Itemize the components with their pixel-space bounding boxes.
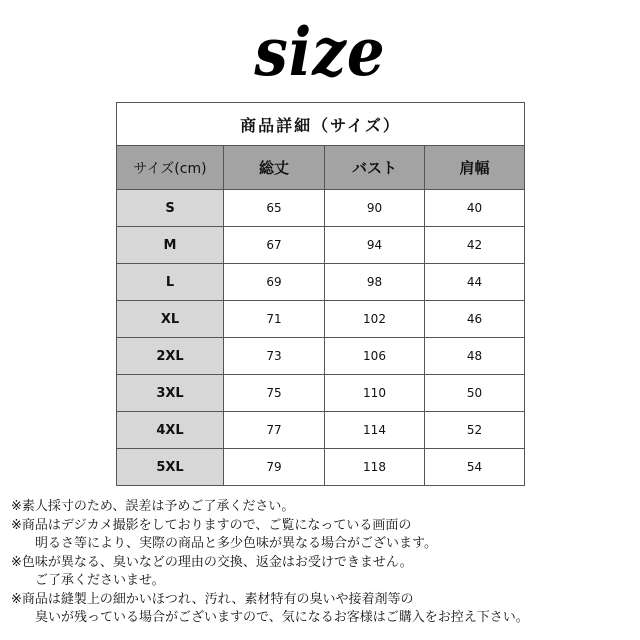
page-title: size: [254, 13, 386, 91]
length-cell: 67: [224, 227, 325, 264]
note-line: ご了承くださいませ。: [35, 573, 165, 588]
length-cell: 73: [224, 338, 325, 375]
shoulder-cell: 44: [425, 264, 525, 301]
bust-cell: 106: [325, 338, 425, 375]
shoulder-cell: 48: [425, 338, 525, 375]
bust-cell: 102: [325, 301, 425, 338]
note-line: 明るさ等により、実際の商品と多少色味が異なる場合がございます。: [35, 536, 437, 551]
table-row: [117, 264, 525, 301]
length-cell: 79: [224, 449, 325, 486]
size-cell: 4XL: [117, 412, 224, 449]
length-cell: 71: [224, 301, 325, 338]
note-line: ※素人採寸のため、誤差は予めご了承ください。: [11, 499, 295, 514]
note-line: ※色味が異なる、臭いなどの理由の交換、返金はお受けできません。: [11, 554, 413, 570]
shoulder-cell: 46: [425, 301, 525, 338]
bust-cell: 98: [325, 264, 425, 301]
shoulder-cell: 54: [425, 449, 525, 486]
header-length: 総丈: [224, 146, 325, 190]
table-caption-row: [117, 103, 525, 146]
bust-cell: 94: [325, 227, 425, 264]
length-cell: 77: [224, 412, 325, 449]
shoulder-cell: 52: [425, 412, 525, 449]
table-row: [117, 301, 525, 338]
bust-cell: 118: [325, 449, 425, 486]
table-row: [117, 449, 525, 486]
size-cell: L: [117, 264, 224, 301]
table-caption: 商品詳細（サイズ）: [117, 103, 525, 146]
size-cell: XL: [117, 301, 224, 338]
shoulder-cell: 42: [425, 227, 525, 264]
shoulder-cell: 50: [425, 375, 525, 412]
header-bust: バスト: [325, 146, 425, 190]
length-cell: 65: [224, 190, 325, 227]
size-cell: S: [117, 190, 224, 227]
notes-section: [11, 498, 631, 628]
length-cell: 75: [224, 375, 325, 412]
table-row: [117, 338, 525, 375]
header-shoulder: 肩幅: [425, 146, 525, 190]
table-row: [117, 375, 525, 412]
table-row: [117, 227, 525, 264]
note-line: 臭いが残っている場合がございますので、気になるお客様はご購入をお控え下さい。: [35, 610, 529, 625]
size-cell: M: [117, 227, 224, 264]
note-line: ※商品は縫製上の細かいほつれ、汚れ、素材特有の臭いや接着剤等の: [11, 591, 414, 607]
length-cell: 69: [224, 264, 325, 301]
header-size: サイズ(cm): [117, 146, 224, 190]
size-cell: 2XL: [117, 338, 224, 375]
table-header-row: [117, 146, 525, 190]
note-line: ※商品はデジカメ撮影をしておりますので、ご覧になっている画面の: [11, 517, 412, 533]
table-row: [117, 412, 525, 449]
size-cell: 5XL: [117, 449, 224, 486]
size-table: [116, 102, 525, 486]
size-cell: 3XL: [117, 375, 224, 412]
bust-cell: 114: [325, 412, 425, 449]
shoulder-cell: 40: [425, 190, 525, 227]
bust-cell: 110: [325, 375, 425, 412]
bust-cell: 90: [325, 190, 425, 227]
table-row: [117, 190, 525, 227]
